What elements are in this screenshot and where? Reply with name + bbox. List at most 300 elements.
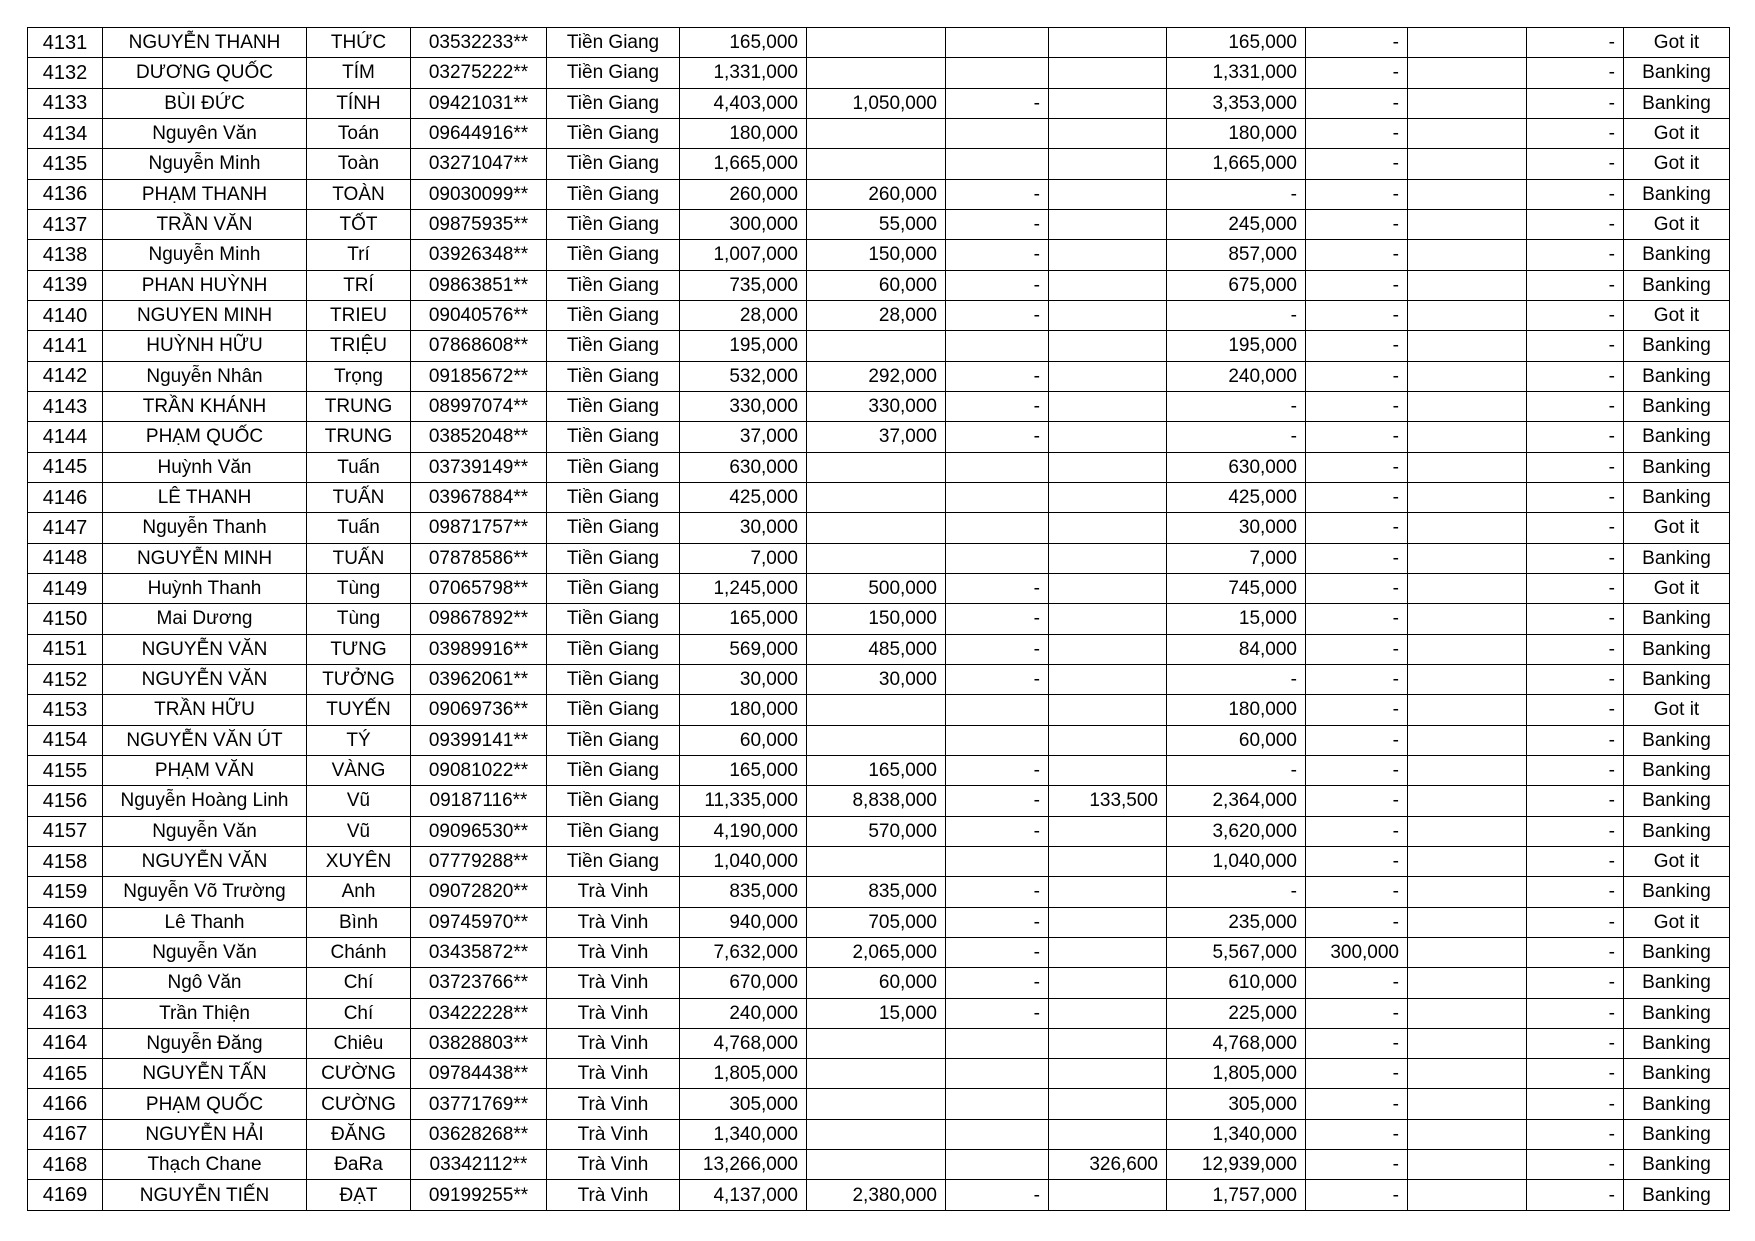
amount-col-3-cell xyxy=(946,1059,1049,1089)
amount-col-6-cell: - xyxy=(1306,664,1408,694)
amount-col-6-cell: - xyxy=(1306,877,1408,907)
table-row xyxy=(28,300,1730,330)
table-row xyxy=(28,149,1730,179)
amount-col-4-cell xyxy=(1049,118,1167,148)
amount-col-7-cell xyxy=(1408,907,1527,937)
row-number-cell: 4134 xyxy=(28,118,103,148)
amount-col-2-cell xyxy=(807,1089,946,1119)
amount-col-8-cell: - xyxy=(1527,118,1624,148)
amount-col-7-cell xyxy=(1408,1119,1527,1149)
customer-given-name-cell: Bình xyxy=(307,907,411,937)
phone-number-cell: 09187116** xyxy=(411,786,547,816)
customer-given-name-cell: CƯỜNG xyxy=(307,1059,411,1089)
table-row xyxy=(28,422,1730,452)
province-cell: Tiền Giang xyxy=(547,58,680,88)
amount-col-3-cell xyxy=(946,58,1049,88)
amount-col-3-cell: - xyxy=(946,877,1049,907)
phone-number-cell: 07868608** xyxy=(411,331,547,361)
amount-col-3-cell xyxy=(946,149,1049,179)
amount-col-2-cell xyxy=(807,1119,946,1149)
amount-col-2-cell: 2,380,000 xyxy=(807,1180,946,1211)
amount-total-cell: 569,000 xyxy=(680,634,807,664)
table-row xyxy=(28,1089,1730,1119)
payment-method-cell: Got it xyxy=(1624,513,1730,543)
amount-col-3-cell: - xyxy=(946,604,1049,634)
customer-surname-cell: Nguyễn Minh xyxy=(103,240,307,270)
amount-col-3-cell: - xyxy=(946,755,1049,785)
amount-col-6-cell: - xyxy=(1306,755,1408,785)
table-row xyxy=(28,482,1730,512)
amount-total-cell: 11,335,000 xyxy=(680,786,807,816)
amount-col-6-cell: - xyxy=(1306,391,1408,421)
amount-col-4-cell xyxy=(1049,664,1167,694)
payment-method-cell: Got it xyxy=(1624,118,1730,148)
phone-number-cell: 09399141** xyxy=(411,725,547,755)
table-row xyxy=(28,209,1730,239)
customer-surname-cell: NGUYỄN HẢI xyxy=(103,1119,307,1149)
amount-col-4-cell xyxy=(1049,391,1167,421)
row-number-cell: 4144 xyxy=(28,422,103,452)
table-row xyxy=(28,179,1730,209)
customer-given-name-cell: Vũ xyxy=(307,786,411,816)
amount-col-2-cell xyxy=(807,331,946,361)
amount-col-4-cell xyxy=(1049,58,1167,88)
row-number-cell: 4133 xyxy=(28,88,103,118)
amount-balance-cell: 1,040,000 xyxy=(1167,846,1306,876)
table-row xyxy=(28,846,1730,876)
amount-balance-cell: 425,000 xyxy=(1167,482,1306,512)
amount-col-3-cell: - xyxy=(946,998,1049,1028)
amount-balance-cell: 745,000 xyxy=(1167,573,1306,603)
amount-balance-cell: - xyxy=(1167,179,1306,209)
province-cell: Tiền Giang xyxy=(547,118,680,148)
customer-given-name-cell: TƯNG xyxy=(307,634,411,664)
amount-total-cell: 835,000 xyxy=(680,877,807,907)
amount-col-2-cell xyxy=(807,695,946,725)
amount-col-3-cell: - xyxy=(946,179,1049,209)
amount-col-6-cell: - xyxy=(1306,695,1408,725)
province-cell: Tiền Giang xyxy=(547,482,680,512)
payment-method-cell: Banking xyxy=(1624,543,1730,573)
amount-col-4-cell xyxy=(1049,331,1167,361)
amount-col-7-cell xyxy=(1408,240,1527,270)
customer-surname-cell: Nguyễn Thanh xyxy=(103,513,307,543)
phone-number-cell: 03967884** xyxy=(411,482,547,512)
province-cell: Tiền Giang xyxy=(547,755,680,785)
amount-col-6-cell: - xyxy=(1306,1180,1408,1211)
customer-given-name-cell: Toán xyxy=(307,118,411,148)
amount-total-cell: 1,331,000 xyxy=(680,58,807,88)
table-row xyxy=(28,270,1730,300)
customer-given-name-cell: Anh xyxy=(307,877,411,907)
payment-method-cell: Banking xyxy=(1624,179,1730,209)
amount-col-6-cell: - xyxy=(1306,118,1408,148)
customer-given-name-cell: Chánh xyxy=(307,937,411,967)
table-row xyxy=(28,573,1730,603)
amount-col-3-cell: - xyxy=(946,664,1049,694)
row-number-cell: 4167 xyxy=(28,1119,103,1149)
row-number-cell: 4146 xyxy=(28,482,103,512)
payment-method-cell: Got it xyxy=(1624,300,1730,330)
amount-col-4-cell xyxy=(1049,270,1167,300)
amount-col-8-cell: - xyxy=(1527,725,1624,755)
amount-total-cell: 165,000 xyxy=(680,755,807,785)
customer-surname-cell: Mai Dương xyxy=(103,604,307,634)
amount-col-6-cell: - xyxy=(1306,331,1408,361)
customer-surname-cell: Nguyễn Văn xyxy=(103,816,307,846)
amount-col-2-cell: 55,000 xyxy=(807,209,946,239)
customer-given-name-cell: Tuấn xyxy=(307,452,411,482)
amount-total-cell: 180,000 xyxy=(680,695,807,725)
amount-col-4-cell xyxy=(1049,209,1167,239)
amount-total-cell: 28,000 xyxy=(680,300,807,330)
table-body xyxy=(28,28,1730,1211)
amount-col-6-cell: - xyxy=(1306,422,1408,452)
amount-col-6-cell: - xyxy=(1306,573,1408,603)
table-row xyxy=(28,1059,1730,1089)
province-cell: Trà Vinh xyxy=(547,1150,680,1180)
phone-number-cell: 07779288** xyxy=(411,846,547,876)
province-cell: Tiền Giang xyxy=(547,179,680,209)
customer-given-name-cell: TRIỆU xyxy=(307,331,411,361)
row-number-cell: 4169 xyxy=(28,1180,103,1211)
amount-balance-cell: 84,000 xyxy=(1167,634,1306,664)
amount-col-6-cell: - xyxy=(1306,270,1408,300)
row-number-cell: 4137 xyxy=(28,209,103,239)
row-number-cell: 4140 xyxy=(28,300,103,330)
amount-col-2-cell: 15,000 xyxy=(807,998,946,1028)
phone-number-cell: 03989916** xyxy=(411,634,547,664)
amount-col-4-cell xyxy=(1049,907,1167,937)
amount-col-4-cell xyxy=(1049,968,1167,998)
province-cell: Tiền Giang xyxy=(547,786,680,816)
amount-col-8-cell: - xyxy=(1527,240,1624,270)
amount-col-8-cell: - xyxy=(1527,573,1624,603)
amount-col-8-cell: - xyxy=(1527,28,1624,58)
amount-col-4-cell xyxy=(1049,1089,1167,1119)
customer-given-name-cell: Tuấn xyxy=(307,513,411,543)
amount-col-2-cell xyxy=(807,28,946,58)
row-number-cell: 4158 xyxy=(28,846,103,876)
amount-col-7-cell xyxy=(1408,452,1527,482)
row-number-cell: 4159 xyxy=(28,877,103,907)
amount-total-cell: 260,000 xyxy=(680,179,807,209)
amount-balance-cell: 195,000 xyxy=(1167,331,1306,361)
province-cell: Tiền Giang xyxy=(547,28,680,58)
amount-total-cell: 4,768,000 xyxy=(680,1028,807,1058)
customer-given-name-cell: TUẤN xyxy=(307,543,411,573)
customer-given-name-cell: XUYÊN xyxy=(307,846,411,876)
row-number-cell: 4138 xyxy=(28,240,103,270)
customer-given-name-cell: TÝ xyxy=(307,725,411,755)
amount-col-7-cell xyxy=(1408,755,1527,785)
payment-method-cell: Banking xyxy=(1624,968,1730,998)
amount-col-2-cell: 500,000 xyxy=(807,573,946,603)
amount-col-8-cell: - xyxy=(1527,907,1624,937)
customer-surname-cell: TRẦN HỮU xyxy=(103,695,307,725)
payment-method-cell: Banking xyxy=(1624,270,1730,300)
customer-surname-cell: Huỳnh Văn xyxy=(103,452,307,482)
amount-col-4-cell xyxy=(1049,634,1167,664)
amount-total-cell: 1,340,000 xyxy=(680,1119,807,1149)
amount-balance-cell: 15,000 xyxy=(1167,604,1306,634)
amount-col-4-cell xyxy=(1049,28,1167,58)
amount-col-7-cell xyxy=(1408,968,1527,998)
table-row xyxy=(28,513,1730,543)
table-row xyxy=(28,755,1730,785)
table-row xyxy=(28,240,1730,270)
amount-balance-cell: - xyxy=(1167,755,1306,785)
amount-balance-cell: 165,000 xyxy=(1167,28,1306,58)
amount-col-3-cell xyxy=(946,1119,1049,1149)
customer-surname-cell: Trần Thiện xyxy=(103,998,307,1028)
amount-balance-cell: - xyxy=(1167,877,1306,907)
customer-given-name-cell: TOÀN xyxy=(307,179,411,209)
amount-col-7-cell xyxy=(1408,422,1527,452)
amount-col-8-cell: - xyxy=(1527,149,1624,179)
amount-col-7-cell xyxy=(1408,300,1527,330)
amount-col-4-cell xyxy=(1049,1059,1167,1089)
customer-surname-cell: NGUYỄN VĂN xyxy=(103,846,307,876)
amount-balance-cell: - xyxy=(1167,422,1306,452)
customer-surname-cell: NGUYỄN MINH xyxy=(103,543,307,573)
amount-col-4-cell xyxy=(1049,725,1167,755)
payment-method-cell: Got it xyxy=(1624,28,1730,58)
amount-col-2-cell: 292,000 xyxy=(807,361,946,391)
amount-total-cell: 532,000 xyxy=(680,361,807,391)
amount-col-6-cell: - xyxy=(1306,786,1408,816)
province-cell: Tiền Giang xyxy=(547,209,680,239)
amount-col-3-cell xyxy=(946,543,1049,573)
customer-surname-cell: LÊ THANH xyxy=(103,482,307,512)
amount-col-3-cell xyxy=(946,1150,1049,1180)
amount-col-7-cell xyxy=(1408,149,1527,179)
amount-col-7-cell xyxy=(1408,58,1527,88)
amount-balance-cell: 7,000 xyxy=(1167,543,1306,573)
amount-col-7-cell xyxy=(1408,270,1527,300)
payment-method-cell: Got it xyxy=(1624,907,1730,937)
amount-balance-cell: 5,567,000 xyxy=(1167,937,1306,967)
table-row xyxy=(28,1119,1730,1149)
row-number-cell: 4166 xyxy=(28,1089,103,1119)
customer-given-name-cell: TƯỞNG xyxy=(307,664,411,694)
amount-col-6-cell: - xyxy=(1306,482,1408,512)
amount-col-2-cell: 30,000 xyxy=(807,664,946,694)
amount-col-8-cell: - xyxy=(1527,179,1624,209)
amount-col-6-cell: - xyxy=(1306,725,1408,755)
amount-total-cell: 180,000 xyxy=(680,118,807,148)
amount-col-7-cell xyxy=(1408,28,1527,58)
amount-col-8-cell: - xyxy=(1527,391,1624,421)
amount-total-cell: 30,000 xyxy=(680,513,807,543)
amount-col-3-cell: - xyxy=(946,816,1049,846)
amount-balance-cell: 610,000 xyxy=(1167,968,1306,998)
phone-number-cell: 09745970** xyxy=(411,907,547,937)
amount-col-7-cell xyxy=(1408,118,1527,148)
amount-col-8-cell: - xyxy=(1527,755,1624,785)
amount-col-2-cell: 150,000 xyxy=(807,604,946,634)
row-number-cell: 4131 xyxy=(28,28,103,58)
row-number-cell: 4132 xyxy=(28,58,103,88)
province-cell: Tiền Giang xyxy=(547,846,680,876)
amount-col-7-cell xyxy=(1408,391,1527,421)
amount-total-cell: 735,000 xyxy=(680,270,807,300)
phone-number-cell: 08997074** xyxy=(411,391,547,421)
payment-method-cell: Banking xyxy=(1624,361,1730,391)
phone-number-cell: 09040576** xyxy=(411,300,547,330)
customer-given-name-cell: TRIEU xyxy=(307,300,411,330)
table-row xyxy=(28,937,1730,967)
amount-col-8-cell: - xyxy=(1527,209,1624,239)
amount-total-cell: 940,000 xyxy=(680,907,807,937)
amount-col-7-cell xyxy=(1408,695,1527,725)
payment-method-cell: Banking xyxy=(1624,816,1730,846)
province-cell: Trà Vinh xyxy=(547,1059,680,1089)
amount-col-6-cell: - xyxy=(1306,513,1408,543)
table-row xyxy=(28,543,1730,573)
amount-balance-cell: - xyxy=(1167,391,1306,421)
customer-surname-cell: NGUYEN MINH xyxy=(103,300,307,330)
amount-col-3-cell: - xyxy=(946,270,1049,300)
amount-col-8-cell: - xyxy=(1527,937,1624,967)
province-cell: Trà Vinh xyxy=(547,1089,680,1119)
amount-col-6-cell: - xyxy=(1306,846,1408,876)
amount-col-7-cell xyxy=(1408,1089,1527,1119)
phone-number-cell: 03828803** xyxy=(411,1028,547,1058)
amount-col-3-cell: - xyxy=(946,88,1049,118)
phone-number-cell: 09081022** xyxy=(411,755,547,785)
amount-total-cell: 1,805,000 xyxy=(680,1059,807,1089)
amount-col-4-cell xyxy=(1049,1119,1167,1149)
amount-col-6-cell: - xyxy=(1306,209,1408,239)
amount-col-6-cell: - xyxy=(1306,1028,1408,1058)
amount-col-2-cell xyxy=(807,149,946,179)
amount-balance-cell: 630,000 xyxy=(1167,452,1306,482)
amount-col-4-cell xyxy=(1049,179,1167,209)
amount-col-4-cell xyxy=(1049,149,1167,179)
phone-number-cell: 03342112** xyxy=(411,1150,547,1180)
amount-total-cell: 1,007,000 xyxy=(680,240,807,270)
table-row xyxy=(28,88,1730,118)
payment-method-cell: Got it xyxy=(1624,846,1730,876)
amount-col-2-cell: 28,000 xyxy=(807,300,946,330)
amount-balance-cell: - xyxy=(1167,664,1306,694)
amount-col-6-cell: - xyxy=(1306,361,1408,391)
phone-number-cell: 09875935** xyxy=(411,209,547,239)
amount-col-8-cell: - xyxy=(1527,331,1624,361)
amount-col-3-cell: - xyxy=(946,786,1049,816)
amount-col-8-cell: - xyxy=(1527,452,1624,482)
amount-col-4-cell xyxy=(1049,695,1167,725)
table-row xyxy=(28,1028,1730,1058)
customer-surname-cell: HUỲNH HỮU xyxy=(103,331,307,361)
payout-table xyxy=(27,27,1730,1211)
payment-method-cell: Banking xyxy=(1624,391,1730,421)
province-cell: Tiền Giang xyxy=(547,149,680,179)
customer-given-name-cell: TRUNG xyxy=(307,422,411,452)
amount-col-8-cell: - xyxy=(1527,361,1624,391)
table-row xyxy=(28,1150,1730,1180)
amount-balance-cell: 180,000 xyxy=(1167,695,1306,725)
province-cell: Tiền Giang xyxy=(547,361,680,391)
phone-number-cell: 09096530** xyxy=(411,816,547,846)
phone-number-cell: 09199255** xyxy=(411,1180,547,1211)
payment-method-cell: Banking xyxy=(1624,634,1730,664)
customer-surname-cell: NGUYỄN THANH xyxy=(103,28,307,58)
amount-col-8-cell: - xyxy=(1527,422,1624,452)
amount-col-3-cell xyxy=(946,695,1049,725)
customer-given-name-cell: VÀNG xyxy=(307,755,411,785)
table-row xyxy=(28,968,1730,998)
amount-balance-cell: 60,000 xyxy=(1167,725,1306,755)
customer-surname-cell: Nguyễn Đăng xyxy=(103,1028,307,1058)
amount-col-7-cell xyxy=(1408,573,1527,603)
amount-col-4-cell xyxy=(1049,300,1167,330)
amount-col-7-cell xyxy=(1408,786,1527,816)
amount-col-8-cell: - xyxy=(1527,1150,1624,1180)
amount-col-3-cell xyxy=(946,28,1049,58)
amount-col-2-cell: 570,000 xyxy=(807,816,946,846)
customer-given-name-cell: TÍNH xyxy=(307,88,411,118)
amount-col-2-cell: 705,000 xyxy=(807,907,946,937)
payment-method-cell: Banking xyxy=(1624,1028,1730,1058)
amount-col-4-cell xyxy=(1049,543,1167,573)
row-number-cell: 4142 xyxy=(28,361,103,391)
payment-method-cell: Got it xyxy=(1624,149,1730,179)
row-number-cell: 4147 xyxy=(28,513,103,543)
customer-given-name-cell: Tùng xyxy=(307,573,411,603)
province-cell: Tiền Giang xyxy=(547,240,680,270)
province-cell: Tiền Giang xyxy=(547,331,680,361)
amount-col-8-cell: - xyxy=(1527,664,1624,694)
amount-balance-cell: 1,805,000 xyxy=(1167,1059,1306,1089)
amount-col-2-cell xyxy=(807,513,946,543)
amount-col-3-cell: - xyxy=(946,634,1049,664)
province-cell: Trà Vinh xyxy=(547,1119,680,1149)
phone-number-cell: 03771769** xyxy=(411,1089,547,1119)
phone-number-cell: 03852048** xyxy=(411,422,547,452)
amount-col-4-cell xyxy=(1049,816,1167,846)
amount-balance-cell: 30,000 xyxy=(1167,513,1306,543)
phone-number-cell: 03962061** xyxy=(411,664,547,694)
customer-given-name-cell: Chí xyxy=(307,968,411,998)
table-row xyxy=(28,331,1730,361)
phone-number-cell: 09644916** xyxy=(411,118,547,148)
amount-total-cell: 165,000 xyxy=(680,28,807,58)
amount-col-2-cell: 2,065,000 xyxy=(807,937,946,967)
amount-total-cell: 7,000 xyxy=(680,543,807,573)
row-number-cell: 4156 xyxy=(28,786,103,816)
table-row xyxy=(28,452,1730,482)
customer-surname-cell: DƯƠNG QUỐC xyxy=(103,58,307,88)
amount-col-7-cell xyxy=(1408,725,1527,755)
province-cell: Tiền Giang xyxy=(547,816,680,846)
customer-surname-cell: NGUYỄN VĂN xyxy=(103,664,307,694)
amount-col-6-cell: 300,000 xyxy=(1306,937,1408,967)
amount-col-2-cell xyxy=(807,1059,946,1089)
row-number-cell: 4149 xyxy=(28,573,103,603)
amount-col-6-cell: - xyxy=(1306,1119,1408,1149)
table-row xyxy=(28,907,1730,937)
table-row xyxy=(28,361,1730,391)
amount-balance-cell: 240,000 xyxy=(1167,361,1306,391)
amount-total-cell: 1,665,000 xyxy=(680,149,807,179)
customer-surname-cell: Lê Thanh xyxy=(103,907,307,937)
amount-col-8-cell: - xyxy=(1527,513,1624,543)
amount-balance-cell: 675,000 xyxy=(1167,270,1306,300)
amount-total-cell: 670,000 xyxy=(680,968,807,998)
amount-col-7-cell xyxy=(1408,1150,1527,1180)
